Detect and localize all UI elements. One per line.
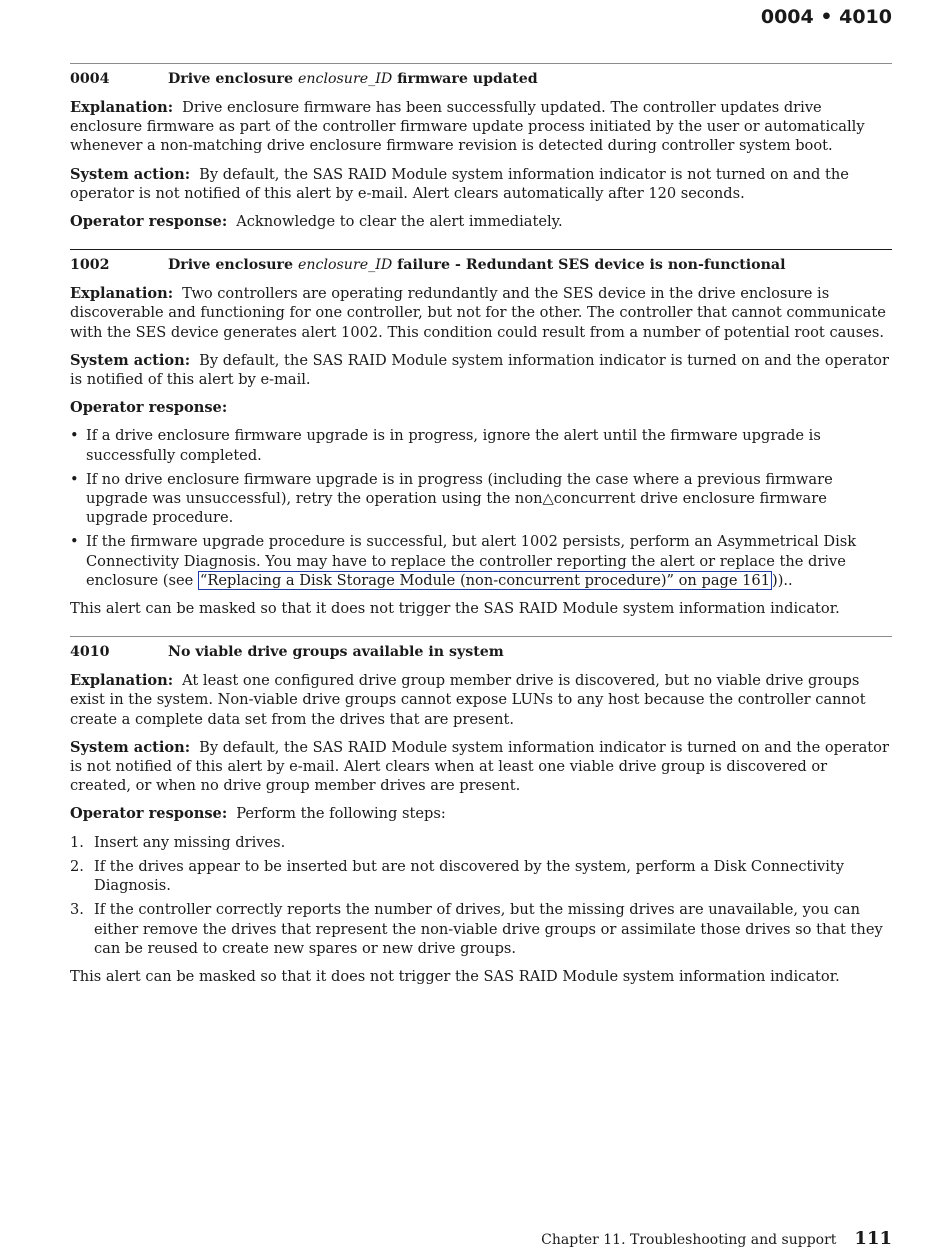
title-text: Drive enclosure [168,71,294,87]
explanation-label: Explanation: [70,285,174,303]
alert-title: No viable drive groups available in system [168,644,504,661]
page-number: 111 [854,1228,892,1249]
title-text: Drive enclosure [168,257,294,274]
alert-heading [70,70,892,89]
list-item-text: If a drive enclosure firmware upgrade is in progress, ignore the alert until the firmware upgrade is successfully completed. [86,427,821,464]
operator-response-label: Operator response: [70,805,228,823]
explanation [70,284,892,342]
alert-0004 [70,70,892,231]
operator-response [70,398,892,417]
system-action [70,165,892,203]
operator-response-text: Perform the following steps: [236,805,446,823]
system-action-label: System action: [70,351,191,369]
system-action-label: System action: [70,738,191,756]
list-item [70,532,892,590]
alert-code: 4010 [70,644,110,661]
section-divider [70,63,892,64]
explanation-text: At least one configured drive group member drive is discovered, but no viable drive groups exist in the system. Non-viable drive groups cannot expose LUNs to any host because the controller cannot create a complete data set from the drives that are present. [70,672,866,728]
mask-note: This alert can be masked so that it does not trigger the SAS RAID Module system information indicator. [70,967,840,985]
system-action-text: By default, the SAS RAID Module system information indicator is turned on and the operator is notified of this alert by e-mail. [70,351,889,389]
list-item [70,426,892,464]
alert-code: 1002 [70,257,110,274]
explanation-text: Two controllers are operating redundantly and the SES device in the drive enclosure is discoverable and functioning for one controller, but not for the other. The controller that cannot communicate with the SES device generates alert 1002. This condition could result from a number of potential root causes. [70,285,886,341]
operator-response [70,804,892,823]
explanation-label: Explanation: [70,672,174,690]
list-item-text: )).. [772,571,793,589]
bullet-list [70,426,892,590]
step-list [70,833,892,958]
section-divider [70,636,892,637]
list-item-text: If no drive enclosure firmware upgrade is in progress (including the case where a previous firmware upgrade was unsuccessful), retry the operation using the non△concurrent drive enclosure firmware upgrade procedure. [86,470,833,527]
page-content [70,63,892,1004]
alert-heading [70,643,892,662]
alert-title [168,70,538,89]
title-text: firmware updated [397,71,538,87]
page-footer [541,1228,892,1251]
title-variable: enclosure_ID [297,257,393,274]
explanation-label: Explanation: [70,99,174,116]
bullet-mark: • [70,470,79,488]
operator-response-label: Operator response: [70,399,228,417]
step-text: If the drives appear to be inserted but are not discovered by the system, perform a Disk Connectivity Diagnosis. [94,857,845,895]
explanation-text: Drive enclosure firmware has been successfully updated. The controller updates drive enclosure firmware as part of the controller firmware update process initiated by the user or automatically whenever a non-matching drive enclosure firmware revision is detected during controller system boot. [70,99,865,155]
step-text: Insert any missing drives. [94,833,286,851]
operator-response-text: Acknowledge to clear the alert immediately. [236,213,563,231]
system-action-label: System action: [70,165,191,183]
section-divider [70,249,892,250]
alert-heading [70,256,892,275]
alert-title [168,256,786,275]
list-item [70,900,892,958]
list-item-text: If the firmware upgrade procedure is successful, but alert 1002 persists, perform an Asymmetrical Disk Connectivity Diagnosis. You may have to replace the controller reporting the alert or replace the drive enclosure (see [86,533,857,589]
step-number: 2. [70,857,84,875]
alert-4010 [70,643,892,986]
alert-1002 [70,256,892,618]
operator-response-label: Operator response: [70,213,228,231]
chapter-title: Chapter 11. Troubleshooting and support [541,1232,837,1248]
bullet-mark: • [70,427,79,445]
mask-note: This alert can be masked so that it does not trigger the SAS RAID Module system information indicator. [70,600,840,618]
list-item [70,833,892,852]
title-text: failure - Redundant SES device is non-functional [397,257,786,274]
bullet-mark: • [70,533,79,551]
running-head: 0004 • 4010 [760,6,892,28]
system-action [70,351,892,389]
explanation [70,671,892,729]
cross-reference-link[interactable]: “Replacing a Disk Storage Module (non-concurrent procedure)” on page 161 [199,571,770,589]
step-number: 1. [70,833,84,851]
operator-response [70,212,892,231]
step-text: If the controller correctly reports the number of drives, but the missing drives are unavailable, you can either remove the drives that represent the non-viable drive groups or assimilate those drives so that they can be reused to create new spares or new drive groups. [94,901,883,957]
system-action-text: By default, the SAS RAID Module system information indicator is not turned on and the operator is not notified of this alert by e-mail. Alert clears automatically after 120 seconds. [70,165,849,202]
system-action-text: By default, the SAS RAID Module system information indicator is turned on and the operator is not notified of this alert by e-mail. Alert clears when at least one viable drive group is discovered or created, or when no drive group member drives are present. [70,738,889,795]
title-variable: enclosure_ID [297,71,393,87]
explanation [70,98,892,156]
system-action [70,738,892,796]
list-item [70,857,892,895]
alert-code: 0004 [70,71,110,87]
list-item [70,470,892,528]
step-number: 3. [70,901,84,919]
